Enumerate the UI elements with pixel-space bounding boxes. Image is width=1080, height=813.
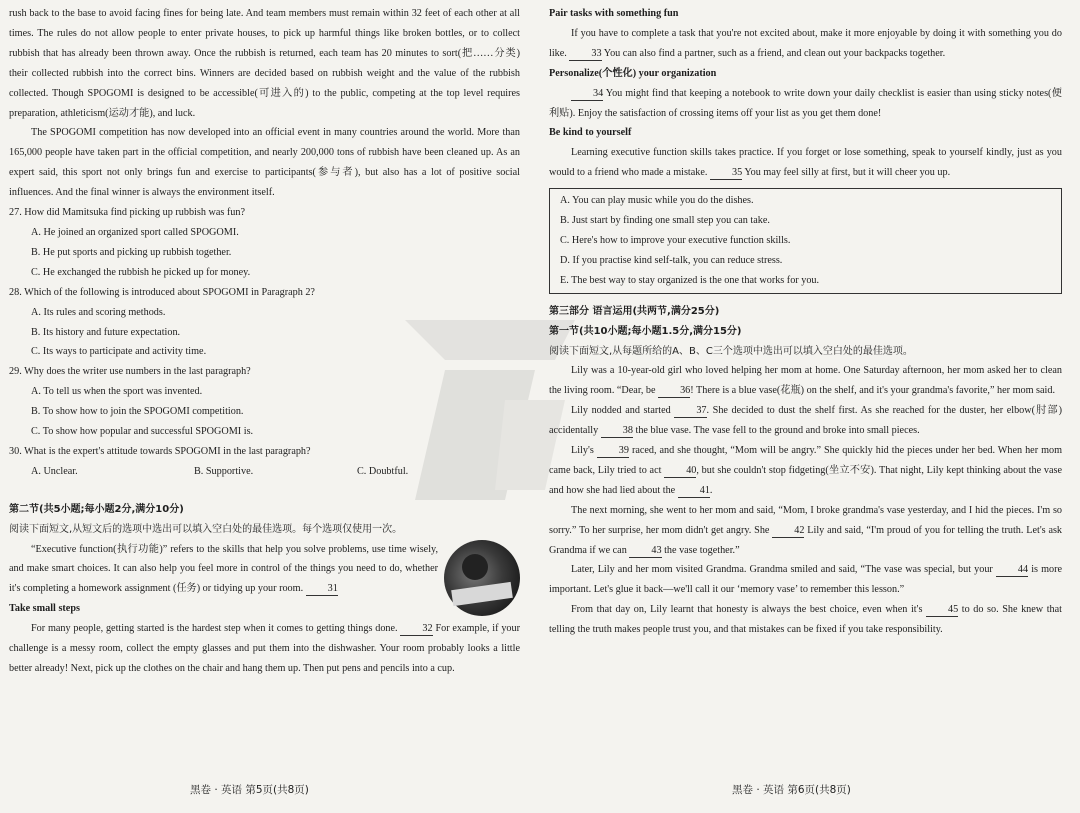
blank-45: 45 [926,603,958,617]
story-text: The next morning, she went to her mom and said, “Mom, I broke grandma's vase yesterday, and I hid the pieces. I'm so sorry.” To her surprise, her mom didn't get angry. She [549,504,1062,536]
left-page [9,4,520,679]
question-stem: 28. Which of the following is introduced about SPOGOMI in Paragraph 2? [9,286,315,298]
intro-paragraph [9,540,520,600]
story-text: Lily was a 10-year-old girl who loved helping her mom at home. One Saturday afternoon, her mom asked her to clean the living room. “Dear, be [549,365,1062,397]
blank-37: 37 [674,404,706,418]
blank-40: 40 [664,464,696,478]
section-instructions: 阅读下面短文,从每题所给的A、B、C三个选项中选出可以填入空白处的最佳选项。 [549,345,913,357]
passage-paragraph: The SPOGOMI competition has now developed into an official event in many countries around the world. More than 165,000 people have taken part in the official competition, and nearly 200,000 tons of rubbish have been cleaned up. As an expert said, this sport not only brings fun and exercise to participants(参与者), but also has a lot of positive social influences. And the final winner is always the environment itself. [9,127,520,199]
box-option: A. You can play music while you do the dishes. [560,195,754,207]
section-instructions: 阅读下面短文,从短文后的选项中选出可以填入空白处的最佳选项。每个选项仅使用一次。 [9,523,403,535]
box-option: E. The best way to stay organized is the one that works for you. [560,274,820,286]
question-stem: 29. Why does the writer use numbers in the last paragraph? [9,366,251,378]
story-paragraph [549,600,1062,640]
box-option: D. If you practise kind self-talk, you can reduce stress. [560,254,783,266]
story-text: Later, Lily and her mom visited Grandma. Grandma smiled and said, “The vase was special, but your [571,564,993,576]
blank-42: 42 [772,524,804,538]
subheading: Take small steps [9,603,80,615]
personalize-text: You might find that keeping a notebook to write down your daily checklist is easier than using sticky notes(便利贴). Enjoy the satisfaction of crossing items off your list as you get them done! [549,87,1062,119]
subheading: Personalize(个性化) your organization [549,67,717,79]
story-text: the blue vase. The vase fell to the ground and broke into small pieces. [635,425,920,437]
blank-43: 43 [629,544,661,558]
steps-text: For many people, getting started is the hardest step when it comes to getting things done. [31,623,398,635]
personalize-paragraph [549,84,1062,124]
option: A. He joined an organized sport called SPOGOMI. [31,226,239,238]
options-box [549,188,1062,294]
passage-paragraph: rush back to the base to avoid facing fines for being late. And team members must remain within 32 feet of each other at all times. The rules do not allow people to enter private houses, to pick up harmful things like broken bottles, or to collect rubbish that has already been thrown away. Once the rubbish is returned, each team has 20 minutes to sort(把……分类) their collected rubbish into the correct bins. Winners are decided based on rubbish weight and the value of the rubbish collected. Though SPOGOMI is designed to be accessible(可进入的) to the public, competing at the top level requires preparation, athleticism(运动才能), and luck. [9,8,520,119]
option: B. Its history and future expectation. [31,326,181,338]
story-text: to do so. She knew that telling the truth makes people trust you, and that mistakes can be fixed if you take responsibility. [549,604,1062,636]
question-stem: 30. What is the expert's attitude towards SPOGOMI in the last paragraph? [9,445,311,457]
story-text: From that day on, Lily learnt that honesty is always the best choice, even when it's [571,604,923,616]
blank-39: 39 [597,444,629,458]
blank-33: 33 [569,47,601,61]
blank-31: 31 [306,582,338,596]
question-28 [9,283,520,363]
steps-text: For example, if your challenge is a messy room, collect the empty glasses and put them into the dishwasher. Your room probably looks a little better already! Next, pick up the clothes on the chair and hang them up. Then put pens and pencils into a cup. [9,623,521,674]
option: A. Its rules and scoring methods. [31,306,166,318]
steps-paragraph [9,619,520,679]
story-text: Lily's [571,445,594,457]
kind-text: You may feel silly at first, but it will cheer you up. [744,167,951,179]
story-paragraph [549,501,1062,561]
page-footer-left: 黑卷 · 英语 第5页(共8页) [190,784,309,796]
story-paragraph [549,560,1062,600]
section-title: 第一节(共10小题;每小题1.5分,满分15分) [549,325,742,337]
box-option: B. Just start by finding one small step you can take. [560,215,770,227]
option: A. To tell us when the sport was invented. [31,386,203,398]
blank-36: 36 [658,384,690,398]
option: B. He put sports and picking up rubbish together. [31,246,232,258]
story-paragraph [549,361,1062,401]
blank-34: 34 [571,87,603,101]
option: A. Unclear. [31,465,78,477]
story-text: Lily and said, “I'm proud of you for telling the truth. Let's ask Grandma if we can [549,524,1063,556]
blank-41: 41 [678,484,710,498]
right-page [549,4,1062,640]
box-option: C. Here's how to improve your executive function skills. [560,234,791,246]
question-29 [9,362,520,442]
subheading: Be kind to yourself [549,127,632,139]
option-row [31,462,520,482]
story-text: is more important. Let's glue it back—we'll call it our ‘memory vase’ to remember this lesson.” [549,564,1063,596]
intro-text: “Executive function(执行功能)” refers to the skills that help you solve problems, use time wisely, and make smart choices. It can also help you feel more in control of the things you need to do, whether it's completing a homework assignment (任务) or tidying up your room. [9,543,438,595]
pair-text: You can also find a partner, such as a friend, and clean out your backpacks together. [603,47,946,59]
question-27 [9,203,520,283]
option: C. Its ways to participate and activity time. [31,346,207,358]
question-30 [9,442,520,482]
part-title: 第三部分 语言运用(共两节,满分25分) [549,305,720,317]
story-text: the vase together.” [664,544,740,556]
story-paragraph [549,401,1062,441]
story-text: , but she couldn't stop fidgeting(坐立不安). That night, Lily kept thinking about the vase and how she had lied about the [549,464,1063,496]
story-text: . She decided to dust the shelf first. As she reached for the duster, her elbow(肘部) accidentally [549,405,1062,437]
pair-text: If you have to complete a task that you're not excited about, make it more enjoyable by doing it with something you do like. [549,27,1062,59]
story-text: raced, and she thought, “Mom will be angry.” She quickly hid the pieces under her bed. When her mom came back, Lily tried to act [549,445,1063,476]
story-paragraph [549,441,1062,501]
blank-44: 44 [996,563,1028,577]
student-photo [444,540,520,616]
option: B. Supportive. [194,465,254,477]
section-title: 第二节(共5小题;每小题2分,满分10分) [9,503,184,515]
option: C. Doubtful. [357,465,409,477]
blank-35: 35 [710,166,742,180]
story-text: ! There is a blue vase(花瓶) on the shelf, and it's your grandma's favorite,” her mom said. [690,385,1056,397]
page-footer-right: 黑卷 · 英语 第6页(共8页) [732,784,851,796]
story-text: . [709,484,713,496]
option: C. To show how popular and successful SPOGOMI is. [31,426,254,438]
option: B. To show how to join the SPOGOMI competition. [31,406,244,418]
blank-32: 32 [400,622,432,636]
option: C. He exchanged the rubbish he picked up for money. [31,266,251,278]
kind-text: Learning executive function skills takes practice. If you forget or lose something, speak to yourself kindly, just as you would to a friend who made a mistake. [549,147,1062,179]
story-text: Lily nodded and started [571,405,671,417]
subheading: Pair tasks with something fun [549,8,679,19]
blank-38: 38 [601,424,633,438]
kind-paragraph [549,143,1062,183]
question-stem: 27. How did Mamitsuka find picking up rubbish was fun? [9,207,245,219]
pair-paragraph [549,24,1062,64]
